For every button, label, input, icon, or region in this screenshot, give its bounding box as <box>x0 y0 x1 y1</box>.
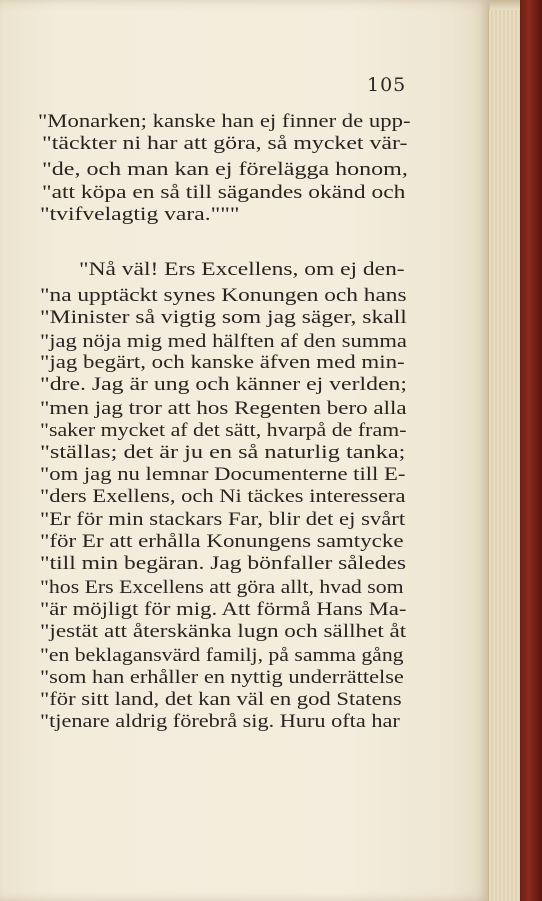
text-line: "att köpa en så till sägandes okänd och <box>42 183 406 203</box>
text-line: "en beklagansvärd familj, på samma gång <box>40 646 404 666</box>
text-line: "men jag tror att hos Regenten bero alla <box>40 399 407 419</box>
text-line: "ställas; det är ju en så naturlig tanka; <box>40 443 406 463</box>
text-line: "na upptäckt synes Konungen och hans <box>40 286 407 306</box>
text-line: "hos Ers Excellens att göra allt, hvad som <box>40 578 404 598</box>
text-line: "för Er att erhålla Konungens samtycke <box>40 532 404 552</box>
text-line: "Er för min stackars Far, blir det ej svårt <box>40 510 406 530</box>
text-line: "saker mycket af det sätt, hvarpå de fram- <box>40 421 407 441</box>
text-line: "är möjligt för mig. Att förmå Hans Ma- <box>40 600 407 620</box>
text-line: "Monarken; kanske han ej finner de upp- <box>38 112 411 132</box>
text-line: "Minister så vigtig som jag säger, skall <box>40 308 407 328</box>
text-line: "om jag nu lemnar Documenterne till E- <box>40 465 406 485</box>
text-line: "tvifvelagtig vara.""" <box>40 205 240 225</box>
text-line: "för sitt land, det kan väl en god Statens <box>40 690 402 710</box>
text-line: "Nå väl! Ers Excellens, om ej den- <box>79 260 405 280</box>
text-line: "jag nöja mig med hälften af den summa <box>40 332 407 352</box>
text-line: "de, och man kan ej förelägga honom, <box>42 160 408 180</box>
text-line: "ders Exellens, och Ni täckes interessera <box>40 487 406 507</box>
text-line: "tjenare aldrig förebrå sig. Huru ofta har <box>40 712 400 732</box>
text-line: "dre. Jag är ung och känner ej verlden; <box>40 375 407 395</box>
text-line: "jag begärt, och kanske äfven med min- <box>40 353 405 373</box>
page-edges <box>488 10 523 901</box>
text-line: "täckter ni har att göra, så mycket vär- <box>42 134 408 154</box>
text-line: "jestät att återskänka lugn och sällhet åt <box>40 622 407 642</box>
book-cover-edge <box>520 0 542 901</box>
text-line: "till min begäran. Jag bönfaller således <box>40 554 407 574</box>
page-number: 105 <box>367 74 407 96</box>
text-line: "som han erhåller en nyttig underrättelse <box>40 668 404 688</box>
